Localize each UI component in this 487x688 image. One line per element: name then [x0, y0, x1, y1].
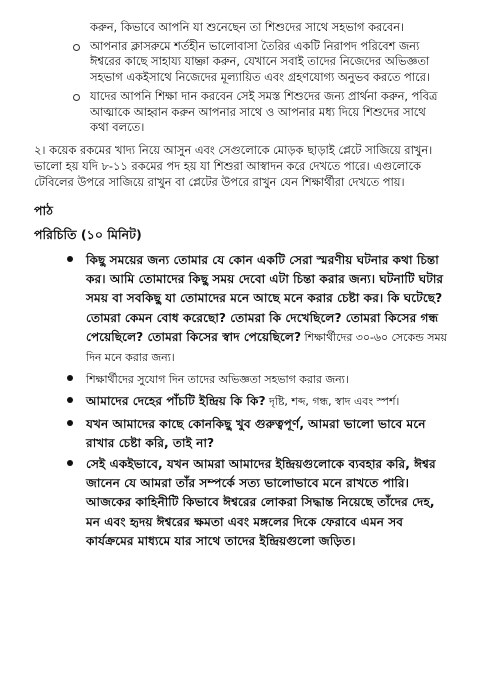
list-item-text: করুন, কিভাবে আপনি যা শুনেছেন তা শিশুদের সাথে সহভাগ করবেন।	[90, 20, 405, 34]
bullet-bold-text: কিছু সময়ের জন্য তোমার যে কোন একটি সেরা স্মরণীয় ঘটনার কথা চিন্তা কর। আমি তোমাদের কিছু সময় দেবো এটা চিন্তা করার জন্য। ঘটনাটি ঘটার সময় বা সবকিছু যা তোমাদের মনে আছে মনে করার চেষ্টা কর। কি ঘটেছে? তোমরা কেমন বোধ করেছো? তোমরা কি দেখেছিলে? তোমরা কিসের গন্ধ পেয়েছিলে? তোমরা কিসের স্বাদ পেয়েছিলে?	[86, 252, 444, 344]
list-item	[90, 39, 447, 86]
bullet-dot-icon	[67, 460, 73, 466]
section-heading-lesson: পাঠ	[34, 202, 53, 218]
list-item-text: আপনার ক্লাসরুমে শর্তহীন ভালোবাসা তৈরির একটি নিরাপদ পরিবেশ জন্য ঈশ্বরের কাছে সাহায্য যাচ্ঞা করুন, যেখানে সবাই তাদের নিজেদের অভিজ্ঞতা সহভাগ একইসাথে নিজেদের মূল্যায়িত এবং গ্রহণযোগ্য অনুভব করতে পারে।	[90, 38, 430, 85]
bullet-normal-text: শিক্ষার্থীদের ৩০-৬০ সেকেন্ড সময় দিন মনে করার জন্য।	[86, 330, 447, 364]
bullet-dot-icon	[67, 256, 73, 262]
list-item-continuation	[90, 20, 447, 36]
bullet-bold-text: সেই একইভাবে, যখন আমরা আমাদের ইন্দ্রিয়গুলোকে ব্যবহার করি, ঈশ্বর জানেন যে আমরা তাঁর সম্পর্কে সত্য ভালোভাবে মনে রাখতে পারি। আজকের কাহিনীটি কিভাবে ঈশ্বরের লোকরা সিদ্ধান্ত নিয়েছে তাঁদের দেহ, মন এবং হৃদয় ঈশ্বরের ক্ষমতা এবং মঙ্গলের দিকে ফেরাবে এমন সব কার্যক্রমের মাধ্যমে যার সাথে তাদের ইন্দ্রিয়গুলো জড়িত।	[86, 456, 436, 548]
section-heading-intro: পরিচিতি (১০ মিনিট)	[34, 226, 142, 242]
bullet-dot-icon	[67, 375, 73, 381]
bullet-dot-icon	[67, 397, 73, 403]
circle-bullet-icon	[73, 94, 80, 101]
list-item	[90, 89, 447, 136]
bullet-bold-text: যখন আমাদের কাছে কোনকিছু খুব গুরুত্বপূর্ণ, আমরা ভালো ভাবে মনে রাখার চেষ্টা করি, তাই না?	[86, 416, 426, 450]
bullet-list	[86, 250, 447, 550]
circle-bullet-icon	[73, 44, 80, 51]
list-item-text: যাদের আপনি শিক্ষা দান করবেন সেই সমস্ত শিশুদের জন্য প্রার্থনা করুন, পবিত্র আত্মাকে আহ্বান করুন আপনার সাথে ও আপনার মধ্য দিয়ে শিশুদের সাথে কথা বলতে।	[90, 88, 438, 135]
numbered-paragraph: ২। কয়েক রকমের খাদ্য নিয়ে আসুন এবং সেগুলোকে মোড়ক ছাড়াই প্লেটে সাজিয়ে রাখুন। ভালো হয় যদি ৮-১১ রকমের পদ হয় যা শিশুরা আস্বাদন করে দেখতে পারে। এগুলোকে টেবিলের উপরে সাজিয়ে রাখুন বা প্লেটের উপরে রাখুন যেন শিক্ষার্থীরা দেখতে পায়।	[34, 142, 433, 189]
bullet-item	[86, 454, 447, 550]
bullet-item	[86, 414, 447, 452]
bullet-item	[86, 250, 447, 367]
bullet-normal-text: শিক্ষার্থীদের সুযোগ দিন তাদের অভিজ্ঞতা সহভাগ করার জন্য।	[86, 373, 349, 387]
bullet-dot-icon	[67, 420, 73, 426]
bullet-item	[86, 369, 447, 389]
bullet-bold-text: আমাদের দেহের পাঁচটি ইন্দ্রিয় কি কি?	[86, 394, 266, 409]
bullet-normal-text: দৃষ্টি, শব্দ, গন্ধ, স্বাদ এবং স্পর্শ।	[265, 395, 400, 409]
sub-bullet-list	[90, 20, 447, 136]
bullet-item	[86, 391, 447, 411]
